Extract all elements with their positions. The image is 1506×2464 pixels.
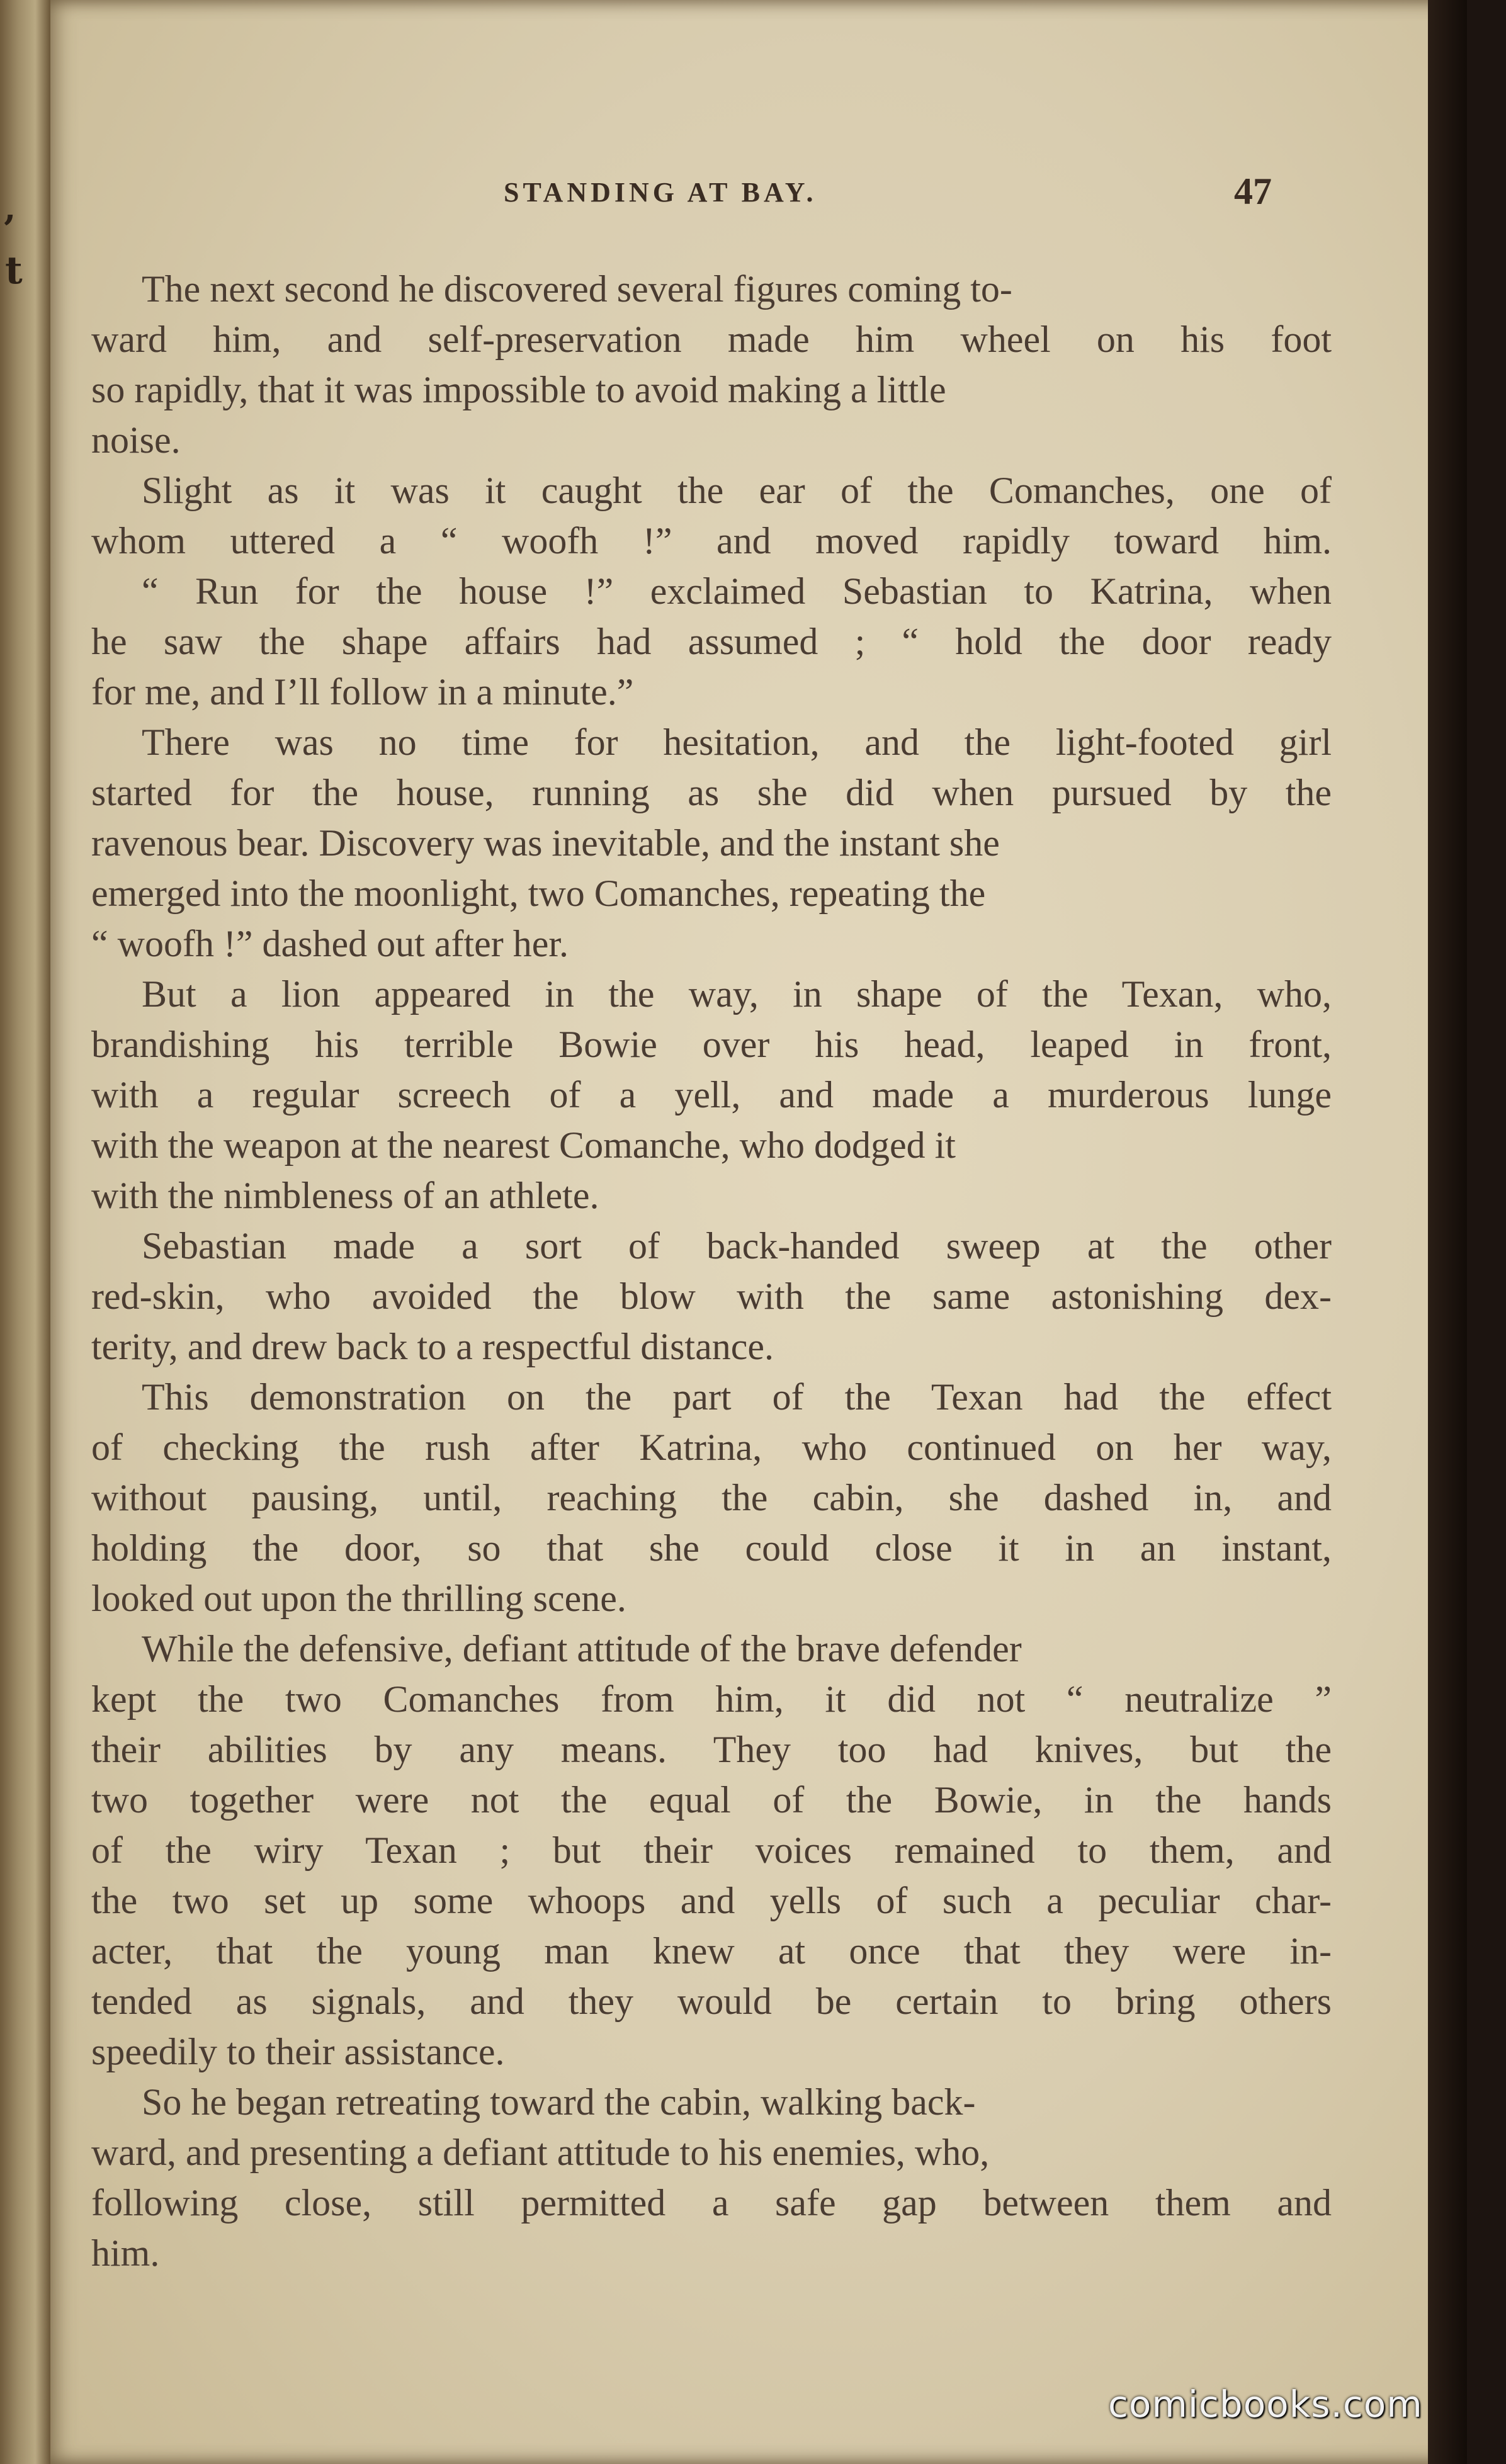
spine-mark: ’ (3, 208, 16, 252)
text-line: There was no time for hesitation, and the light-footed girl (142, 721, 1332, 763)
text-line: whom uttered a “ woofh !” and moved rapidly toward him. (91, 520, 1332, 562)
text-line: brandishing his terrible Bowie over his head, leaped in front, (91, 1024, 1332, 1065)
text-line: ward him, and self-preservation made him wheel on his foot (91, 319, 1332, 360)
text-line: noise. (91, 419, 181, 461)
text-line: speedily to their assistance. (91, 2031, 505, 2072)
text-line: so rapidly, that it was impossible to avoid making a little (91, 369, 946, 410)
text-line: ward, and presenting a defiant attitude to his enemies, who, (91, 2132, 990, 2173)
text-line: following close, still permitted a safe gap between them and (91, 2182, 1332, 2224)
text-line: terity, and drew back to a respectful distance. (91, 1326, 774, 1367)
text-line: The next second he discovered several figures coming to- (142, 268, 1012, 310)
text-line: emerged into the moonlight, two Comanches, repeating the (91, 873, 986, 914)
text-line: of checking the rush after Katrina, who continued on her way, (91, 1427, 1332, 1468)
text-line: While the defensive, defiant attitude of the brave defender (142, 1628, 1022, 1670)
page-edge-shadow (1428, 0, 1467, 2464)
text-line: This demonstration on the part of the Texan had the effect (142, 1376, 1332, 1418)
watermark: comicbooks.com (1108, 2383, 1423, 2426)
book-spine (0, 0, 50, 2464)
text-line: the two set up some whoops and yells of such a peculiar char- (91, 1880, 1332, 1921)
text-line: he saw the shape affairs had assumed ; “ hold the door ready (91, 621, 1332, 662)
book-page (50, 0, 1467, 2464)
running-title: STANDING AT BAY. (504, 177, 817, 208)
text-line: red-skin, who avoided the blow with the same astonishing dex- (91, 1275, 1332, 1317)
text-line: with the weapon at the nearest Comanche, who dodged it (91, 1124, 956, 1166)
text-line: ravenous bear. Discovery was inevitable, and the instant she (91, 822, 1000, 864)
page-header (50, 170, 1467, 233)
text-line: two together were not the equal of the Bowie, in the hands (91, 1779, 1332, 1821)
text-line: of the wiry Texan ; but their voices remained to them, and (91, 1829, 1332, 1871)
text-line: So he began retreating toward the cabin, walking back- (142, 2081, 976, 2123)
text-line: with the nimbleness of an athlete. (91, 1175, 599, 1216)
text-line: kept the two Comanches from him, it did not “ neutralize ” (91, 1678, 1332, 1720)
text-line: looked out upon the thrilling scene. (91, 1578, 626, 1619)
text-line: him. (91, 2232, 160, 2274)
text-line: with a regular screech of a yell, and made a murderous lunge (91, 1074, 1332, 1116)
text-line: for me, and I’ll follow in a minute.” (91, 671, 634, 713)
text-line: “ woofh !” dashed out after her. (91, 923, 569, 964)
text-line: Sebastian made a sort of back-handed sweep at the other (142, 1225, 1332, 1267)
page-number: 47 (1234, 171, 1272, 212)
text-line: acter, that the young man knew at once that they were in- (91, 1930, 1332, 1972)
text-line: holding the door, so that she could close it in an instant, (91, 1527, 1332, 1569)
text-line: tended as signals, and they would be certain to bring others (91, 1981, 1332, 2022)
text-line: their abilities by any means. They too had knives, but the (91, 1729, 1332, 1770)
text-line: Slight as it was it caught the ear of the Comanches, one of (142, 470, 1332, 511)
text-line: without pausing, until, reaching the cabin, she dashed in, and (91, 1477, 1332, 1518)
spine-mark: t (5, 249, 23, 293)
text-line: “ Run for the house !” exclaimed Sebastian to Katrina, when (142, 570, 1332, 612)
text-line: started for the house, running as she did when pursued by the (91, 772, 1332, 813)
text-line: But a lion appeared in the way, in shape of the Texan, who, (142, 973, 1332, 1015)
